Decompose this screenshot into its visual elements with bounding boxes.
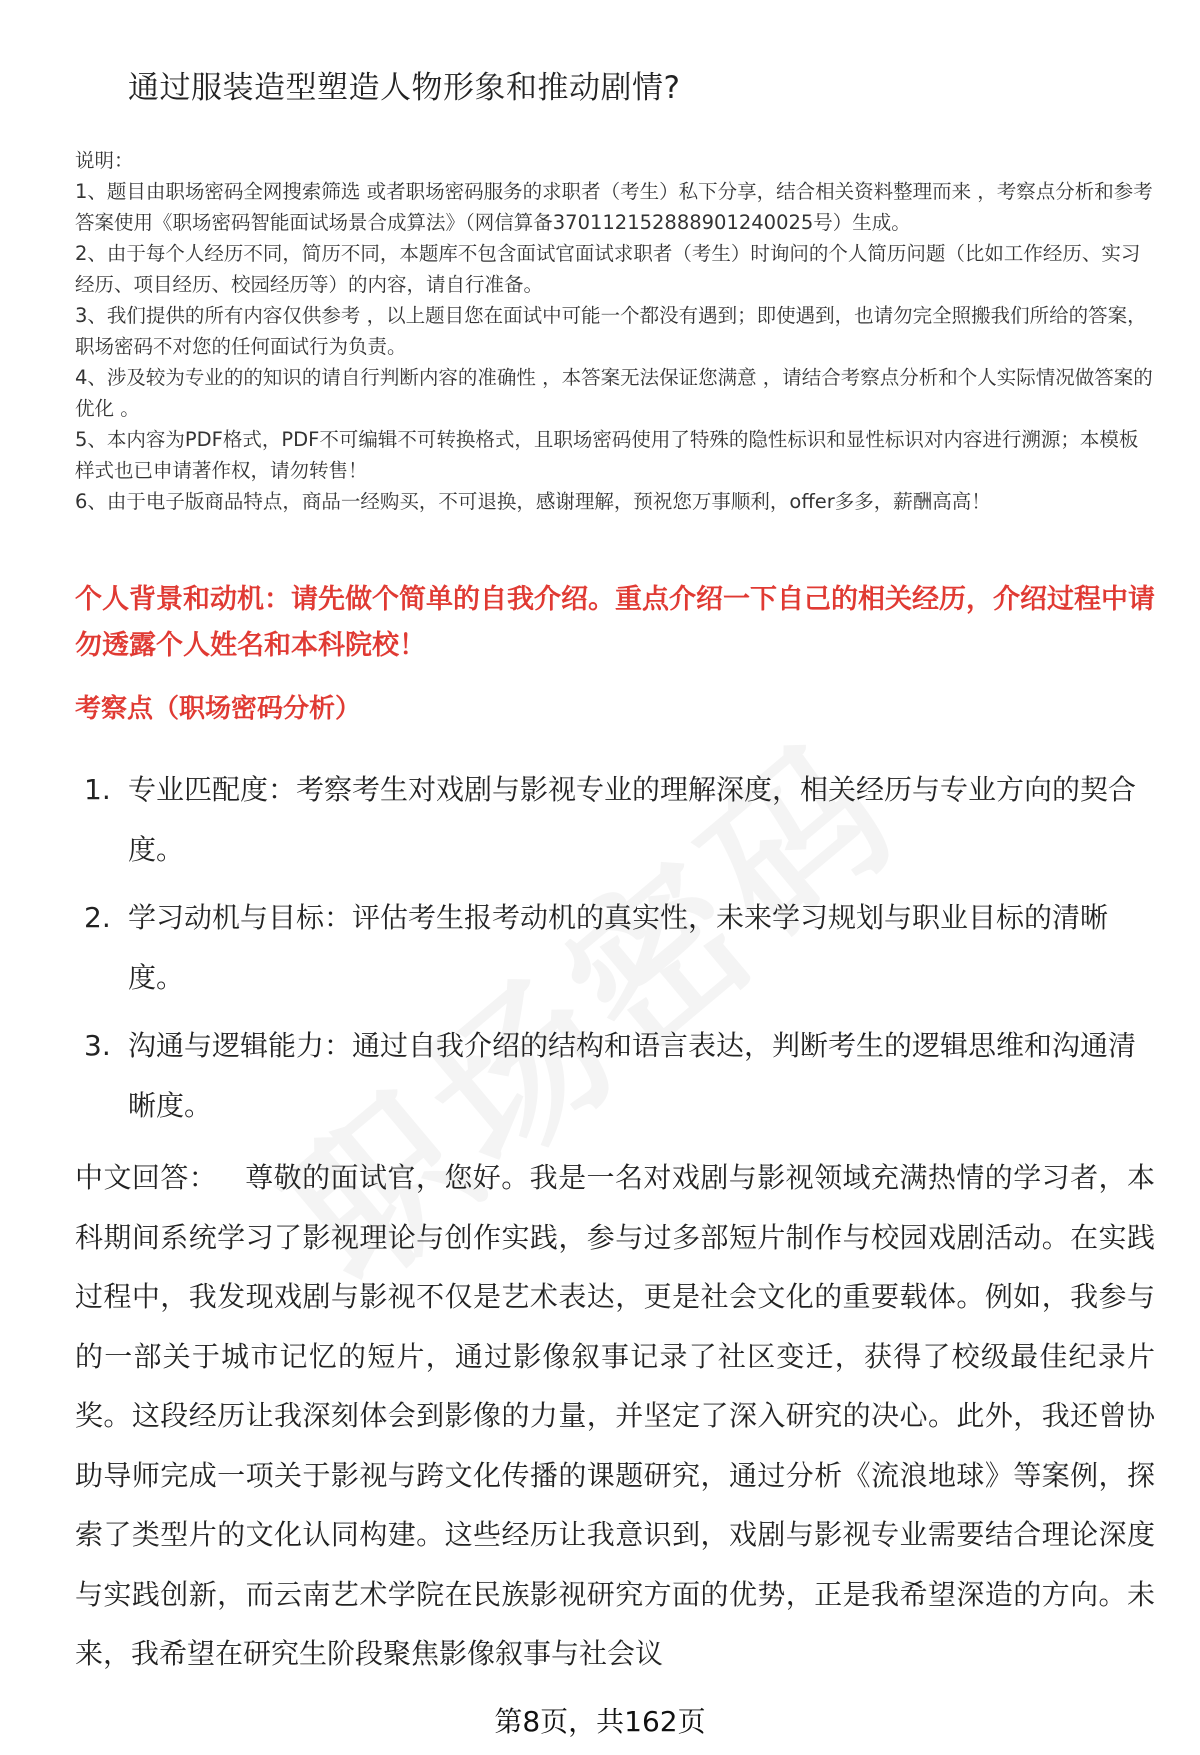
note-item: 2、由于每个人经历不同，简历不同，本题库不包含面试官面试求职者（考生）时询问的个人简历问题（比如工作经历、实习经历、项目经历、校园经历等）的内容，请自行准备。: [75, 242, 1141, 296]
answer-section: [75, 1148, 1155, 1684]
question-text: 个人背景和动机：请先做个简单的自我介绍。重点介绍一下自己的相关经历，介绍过程中请勿透露个人姓名和本科院校！: [75, 584, 1155, 661]
list-item: [80, 760, 1140, 880]
page-title: 通过服装造型塑造人物形象和推动剧情?: [128, 70, 681, 106]
analysis-list: [80, 760, 1140, 1144]
note-item: 3、我们提供的所有内容仅供参考 ，以上题目您在面试中可能一个都没有遇到；即使遇到，也请勿完全照搬我们所给的答案，职场密码不对您的任何面试行为负责。: [75, 304, 1147, 358]
note-item: 5、本内容为PDF格式，PDF不可编辑不可转换格式，且职场密码使用了特殊的隐性标识和显性标识对内容进行溯源；本模板样式也已申请著作权，请勿转售！: [75, 428, 1139, 482]
list-item-text: 学习动机与目标：评估考生报考动机的真实性，未来学习规划与职业目标的清晰度。: [128, 901, 1109, 994]
list-number: 1.: [84, 773, 111, 806]
note-item: 6、由于电子版商品特点，商品一经购买，不可退换，感谢理解，预祝您万事顺利，offer多多，薪酬高高！: [75, 490, 991, 513]
list-number: 2.: [84, 901, 111, 934]
list-item-text: 沟通与逻辑能力：通过自我介绍的结构和语言表达，判断考生的逻辑思维和沟通清晰度。: [128, 1029, 1137, 1122]
notes-section: [75, 145, 1155, 517]
answer-label: 中文回答：: [75, 1161, 218, 1194]
list-item-text: 专业匹配度：考察考生对戏剧与影视专业的理解深度，相关经历与专业方向的契合度。: [128, 773, 1137, 866]
list-item: [80, 888, 1140, 1008]
notes-heading: 说明：: [75, 149, 134, 172]
list-item: [80, 1016, 1140, 1136]
note-item: 4、涉及较为专业的的知识的请自行判断内容的准确性 ，本答案无法保证您满意 ，请结合考察点分析和个人实际情况做答案的优化 。: [75, 366, 1153, 420]
page-number: 第8页，共162页: [494, 1705, 706, 1738]
note-item: 1、题目由职场密码全网搜索筛选 或者职场密码服务的求职者（考生）私下分享，结合相关资料整理而来 ，考察点分析和参考答案使用《职场密码智能面试场景合成算法》（网信算备370112152888901240025号）生成。: [75, 180, 1153, 234]
answer-text: 尊敬的面试官，您好。我是一名对戏剧与影视领域充满热情的学习者，本科期间系统学习了影视理论与创作实践，参与过多部短片制作与校园戏剧活动。在实践过程中，我发现戏剧与影视不仅是艺术表达，更是社会文化的重要载体。例如，我参与的一部关于城市记忆的短片，通过影像叙事记录了社区变迁，获得了校级最佳纪录片奖。这段经历让我深刻体会到影像的力量，并坚定了深入研究的决心。此外，我还曾协助导师完成一项关于影视与跨文化传播的课题研究，通过分析《流浪地球》等案例，探索了类型片的文化认同构建。这些经历让我意识到，戏剧与影视专业需要结合理论深度与实践创新，而云南艺术学院在民族影视研究方面的优势，正是我希望深造的方向。未来，我希望在研究生阶段聚焦影像叙事与社会议: [75, 1161, 1155, 1670]
analysis-heading: 考察点（职场密码分析）: [75, 694, 362, 724]
list-number: 3.: [84, 1029, 111, 1062]
